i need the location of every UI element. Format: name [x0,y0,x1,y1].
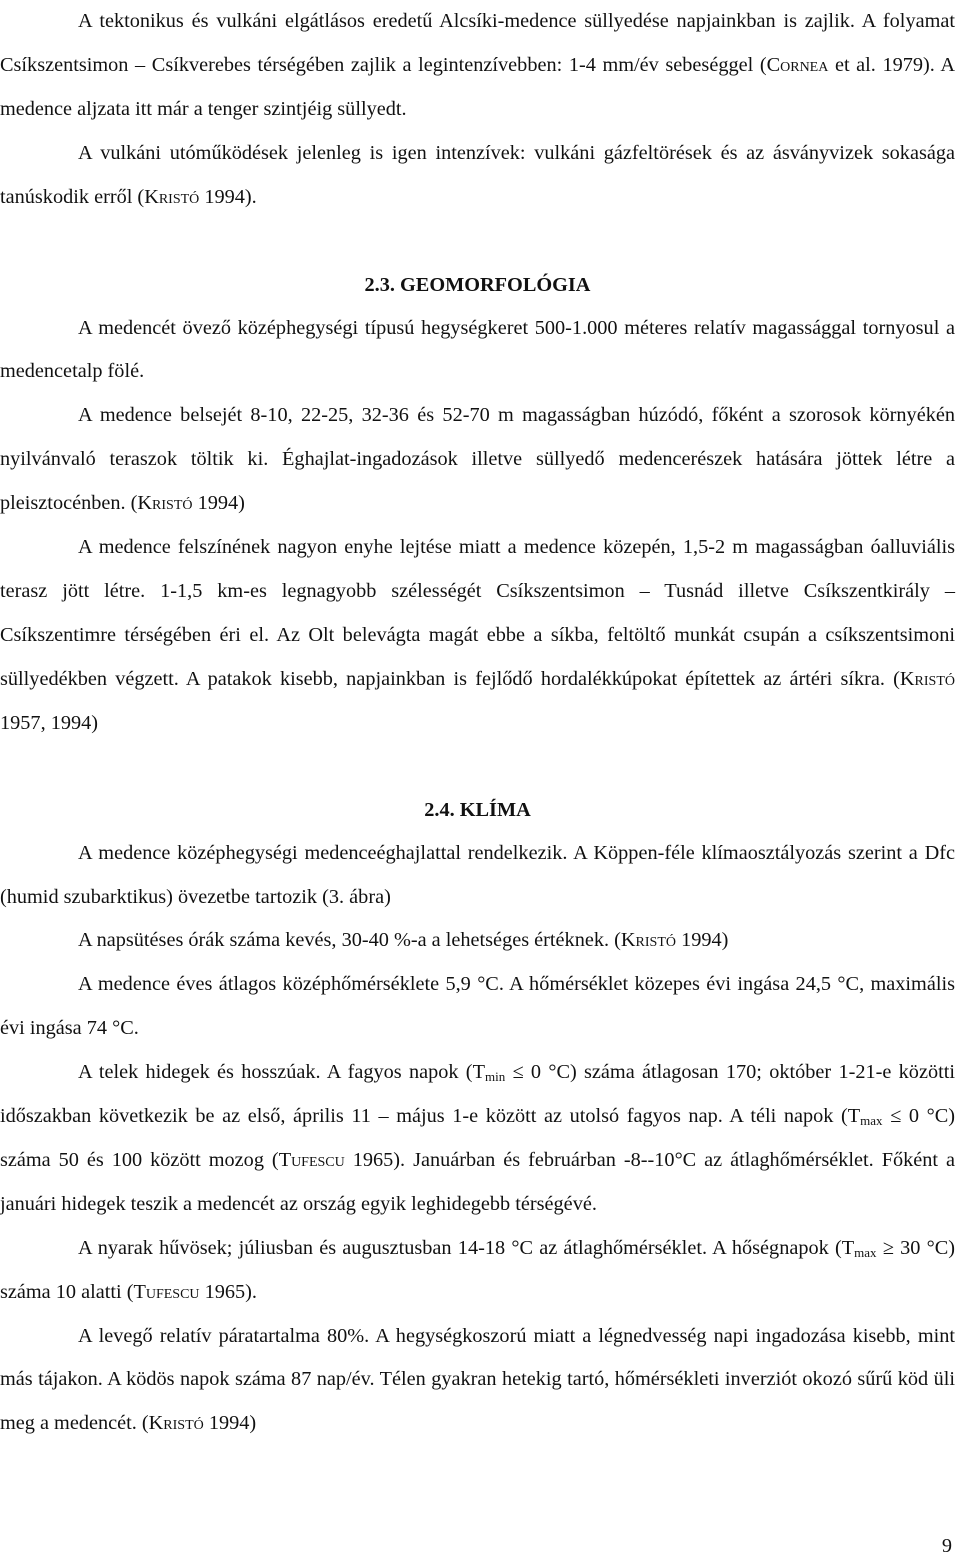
citation-author: Kristó [148,1412,204,1435]
climate-paragraph-3: A medence éves átlagos középhőmérséklete 5,9 °C. A hőmérséklet közepes évi ingása 24,5 °C, maximális évi ingása 74 °C. [0,973,955,1040]
section-heading-geomorphology: 2.3. GEOMORFOLÓGIA [364,273,591,296]
geomorph-paragraph-1: A medencét övező középhegységi típusú hegységkeret 500-1.000 méteres relatív magassággal tornyosul a medencetalp fölé. [0,316,955,383]
climate-paragraph-2: A napsütéses órák száma kevés, 30-40 %-a a lehetséges értéknek. (Kristó 1994) [78,929,729,952]
geomorph-paragraph-2: A medence belsejét 8-10, 22-25, 32-36 és 52-70 m magasságban húzódó, főként a szorosok környékén nyilvánvaló teraszok töltik ki. Éghajlat-ingadozások illetve süllyedő medencerészek hatására jöttek létre a pleisztocénben. (Kristó 1994) [0,404,955,515]
climate-paragraph-4: A telek hidegek és hosszúak. A fagyos napok ($T_{min} \le 0$ °C) száma átlagosan 170; október 1-21-e közötti időszakban következik be az első, április 11 – május 1-e között az utolsó fagyos nap. A téli napok ($T_{max} \le 0$ °C) száma 50 és 100 között mozog (Tufescu 1965). Januárban és februárban -8--10°C az átlaghőmérséklet. Főként a januári hidegek teszik a medencét az ország egyik leghidegebb térségévé. [0,1061,955,1215]
geomorph-paragraph-3: A medence felszínének nagyon enyhe lejtése miatt a medence közepén, 1,5-2 m magasságban óalluviális terasz jött létre. 1-1,5 km-es legnagyobb szélességét Csíkszentsimon – Tusnád illetve Csíkszentkirály – Csíkszentimre térségében éri el. Az Olt belevágta magát ebbe a síkba, feltöltő munkát csupán a csíkszentsimoni süllyedékben végzett. A patakok kisebb, napjainkban is fejlődő hordalékkúpokat építettek az ártéri síkra. (Kristó 1957, 1994) [0,536,955,734]
subscript-max: max [854,1244,877,1260]
section-heading-climate: 2.4. KLÍMA [424,798,531,821]
citation-author: Kristó [620,929,676,952]
citation-author: Cornea [766,53,829,76]
page-number: 9 [941,1535,952,1557]
intro-paragraph-1: A tektonikus és vulkáni elgátlásos eredetű Alcsíki-medence süllyedése napjainkban is zajlik. A folyamat Csíkszentsimon – Csíkverebes térségében zajlik a legintenzívebben: 1-4 mm/év sebeséggel (Cornea et al. 1979). A medence aljzata itt már a tenger szintjéig süllyedt. [0,10,955,120]
citation-author: Tufescu [133,1280,200,1303]
citation-author: Kristó [899,667,955,690]
citation-author: Tufescu [278,1148,345,1171]
subscript-min: min [484,1069,506,1085]
citation-author: Kristó [144,185,200,208]
climate-paragraph-1: A medence középhegységi medenceéghajlattal rendelkezik. A Köppen-féle klímaosztályozás szerint a Dfc (humid szubarktikus) övezetbe tartozik (3. ábra) [0,841,955,908]
citation-author: Kristó [137,492,193,515]
intro-paragraph-2: A vulkáni utóműködések jelenleg is igen intenzívek: vulkáni gázfeltörések és az ásványvizek sokasága tanúskodik erről (Kristó 1994). [0,141,955,208]
climate-paragraph-5: A nyarak hűvösek; júliusban és augusztusban 14-18 °C az átlaghőmérséklet. A hőségnapok ($T_{max} \ge 30$ °C) száma 10 alatti (Tufescu 1965). [0,1236,955,1303]
subscript-max: max [860,1113,883,1129]
climate-paragraph-6: A levegő relatív páratartalma 80%. A hegységkoszorú miatt a légnedvesség napi ingadozása kisebb, mint más tájakon. A ködös napok száma 87 nap/év. Télen gyakran hetekig tartó, hőmérsékleti inverziót okozó sűrű köd üli meg a medencét. (Kristó 1994) [0,1324,955,1435]
